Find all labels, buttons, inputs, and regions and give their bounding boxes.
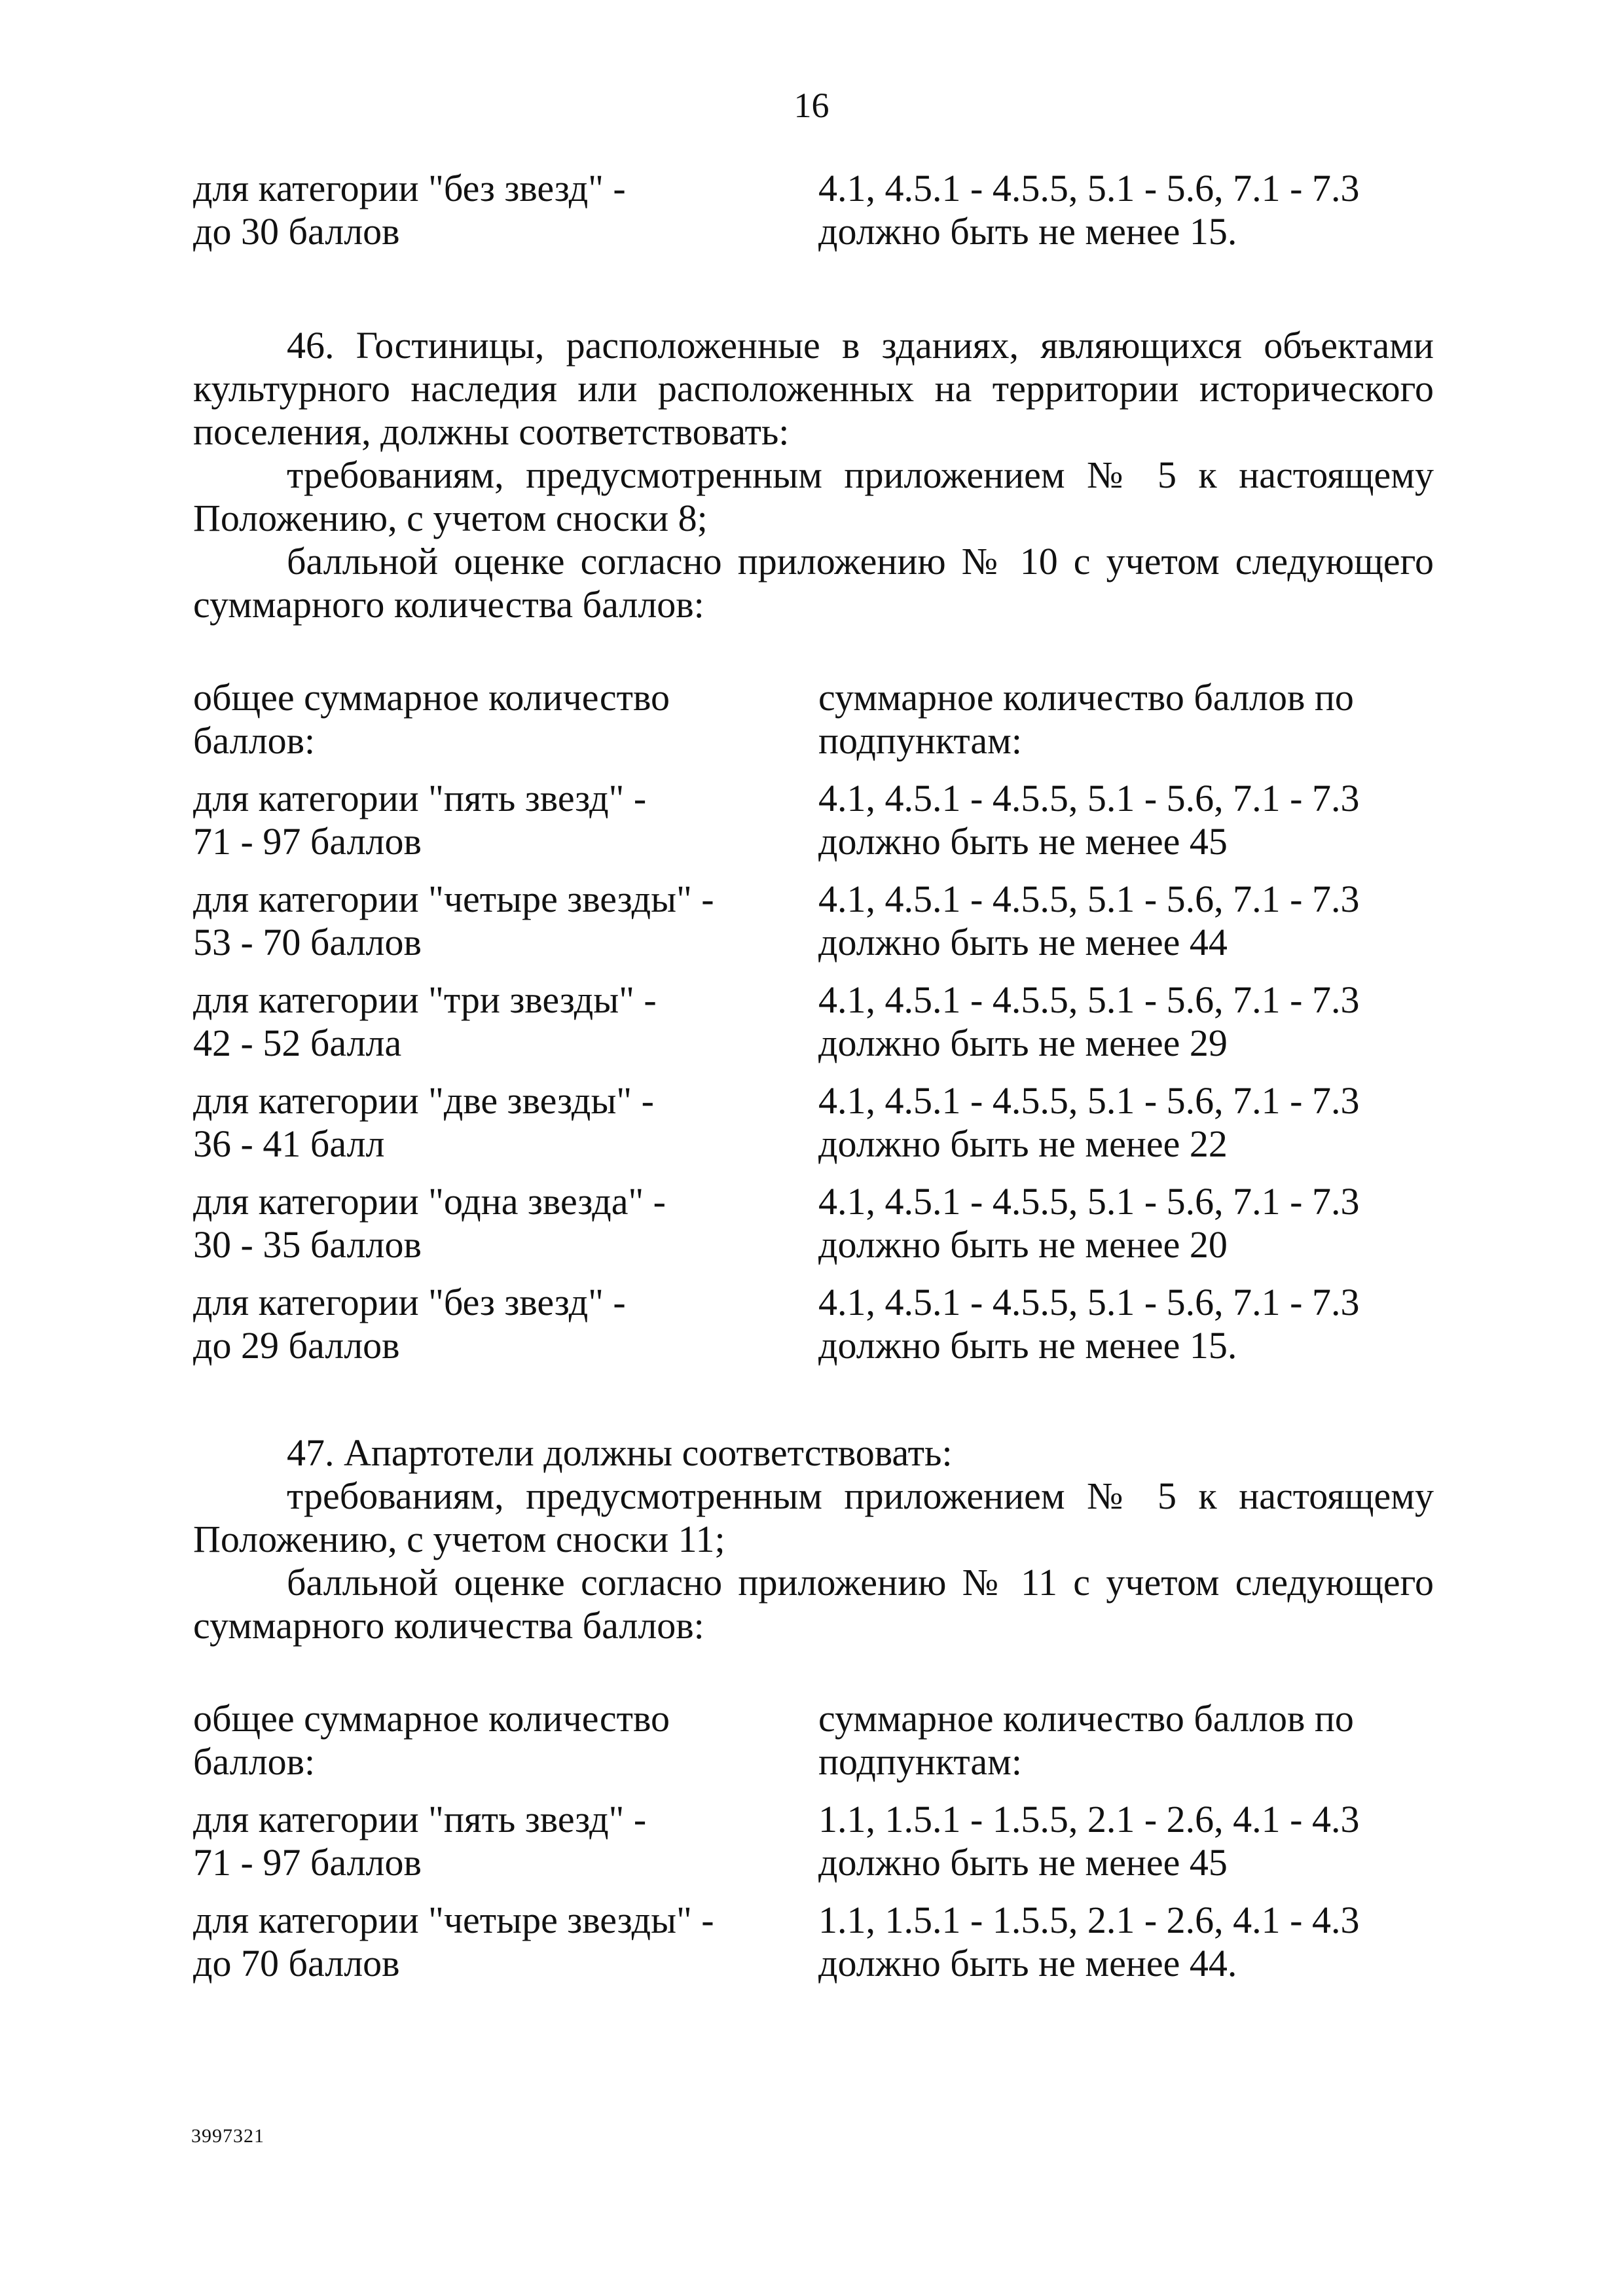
table-row	[193, 1281, 1434, 1367]
section-46-intro: 46. Гостиницы, расположенные в зданиях, являющихся объектами культурного наследия или расположенных на территории исторического поселения, должны соответствовать:	[193, 324, 1434, 453]
subitems-minimum: должно быть не менее 44	[818, 921, 1228, 963]
table-row	[193, 1798, 1434, 1884]
subitems-minimum: должно быть не менее 29	[818, 1022, 1228, 1064]
category-range: до 29 баллов	[193, 1324, 400, 1367]
category-range: до 30 баллов	[193, 210, 400, 253]
section-46-requirements: требованиям, предусмотренным приложением № 5 к настоящему Положению, с учетом сноски 8;	[193, 454, 1434, 539]
table-row	[193, 978, 1434, 1065]
document-code: 3997321	[191, 2125, 264, 2147]
table-row	[193, 1899, 1434, 1985]
header-right-line: суммарное количество баллов по	[818, 1697, 1354, 1740]
category-line: для категории "без звезд" -	[193, 1281, 626, 1323]
subitems-minimum: должно быть не менее 20	[818, 1223, 1228, 1266]
section-47-scoring: балльной оценке согласно приложению № 11 с учетом следующего суммарного количества баллов:	[193, 1561, 1434, 1647]
category-range: 42 - 52 балла	[193, 1022, 402, 1064]
subitems-cell	[818, 878, 1434, 964]
subitems-cell	[818, 978, 1434, 1065]
section-47-requirements: требованиям, предусмотренным приложением № 5 к настоящему Положению, с учетом сноски 11;	[193, 1475, 1434, 1560]
category-line: для категории "три звезды" -	[193, 978, 657, 1021]
category-line: для категории "без звезд" -	[193, 167, 626, 209]
category-range: до 70 баллов	[193, 1942, 400, 1984]
subitems-minimum: должно быть не менее 45	[818, 1841, 1228, 1884]
category-range: 53 - 70 баллов	[193, 921, 422, 963]
header-right-line: подпунктам:	[818, 1740, 1022, 1783]
header-left-line: общее суммарное количество	[193, 676, 670, 719]
table-row	[193, 878, 1434, 964]
category-cell	[193, 1899, 818, 1985]
category-range: 36 - 41 балл	[193, 1122, 385, 1165]
table-row	[193, 1079, 1434, 1166]
category-line: для категории "две звезды" -	[193, 1079, 654, 1122]
table-header	[193, 1697, 1434, 1784]
subitems-line: 4.1, 4.5.1 - 4.5.5, 5.1 - 5.6, 7.1 - 7.3	[818, 167, 1360, 209]
subitems-cell	[818, 777, 1434, 863]
category-line: для категории "четыре звезды" -	[193, 1899, 714, 1941]
subitems-cell	[818, 1899, 1434, 1985]
category-range: 71 - 97 баллов	[193, 1841, 422, 1884]
category-cell	[193, 1180, 818, 1266]
category-line: для категории "пять звезд" -	[193, 777, 647, 819]
category-cell	[193, 978, 818, 1065]
subitems-minimum: должно быть не менее 22	[818, 1122, 1228, 1165]
section-47-intro: 47. Апартотели должны соответствовать:	[287, 1431, 953, 1474]
category-cell	[193, 777, 818, 863]
subitems-line: 1.1, 1.5.1 - 1.5.5, 2.1 - 2.6, 4.1 - 4.3	[818, 1798, 1360, 1840]
subitems-minimum: должно быть не менее 44.	[818, 1942, 1237, 1984]
header-right	[818, 676, 1434, 762]
subitems-line: 4.1, 4.5.1 - 4.5.5, 5.1 - 5.6, 7.1 - 7.3	[818, 777, 1360, 819]
header-left-line: баллов:	[193, 719, 316, 762]
subitems-cell	[818, 1798, 1434, 1884]
subitems-cell	[818, 1180, 1434, 1266]
subitems-line: 4.1, 4.5.1 - 4.5.5, 5.1 - 5.6, 7.1 - 7.3	[818, 1180, 1360, 1223]
table-row	[193, 777, 1434, 863]
section-46-scoring: балльной оценке согласно приложению № 10 с учетом следующего суммарного количества баллов:	[193, 540, 1434, 626]
header-right-line: суммарное количество баллов по	[818, 676, 1354, 719]
page-number: 16	[793, 86, 830, 125]
subitems-minimum: должно быть не менее 15.	[818, 1324, 1237, 1367]
header-right	[818, 1697, 1434, 1784]
subitems-cell	[818, 1079, 1434, 1166]
category-cell	[193, 878, 818, 964]
category-range: 71 - 97 баллов	[193, 820, 422, 863]
subitems-line: 4.1, 4.5.1 - 4.5.5, 5.1 - 5.6, 7.1 - 7.3	[818, 1079, 1360, 1122]
subitems-line: 4.1, 4.5.1 - 4.5.5, 5.1 - 5.6, 7.1 - 7.3	[818, 1281, 1360, 1323]
header-left	[193, 1697, 818, 1784]
category-cell	[193, 1079, 818, 1166]
table-row	[193, 167, 1434, 253]
category-range: 30 - 35 баллов	[193, 1223, 422, 1266]
category-line: для категории "пять звезд" -	[193, 1798, 647, 1840]
table-row	[193, 1180, 1434, 1266]
subitems-cell	[818, 167, 1434, 253]
header-left-line: баллов:	[193, 1740, 316, 1783]
category-cell	[193, 167, 818, 253]
document-body	[193, 167, 1434, 2000]
header-right-line: подпунктам:	[818, 719, 1022, 762]
category-line: для категории "одна звезда" -	[193, 1180, 666, 1223]
header-left	[193, 676, 818, 762]
table-header	[193, 676, 1434, 762]
subitems-line: 1.1, 1.5.1 - 1.5.5, 2.1 - 2.6, 4.1 - 4.3	[818, 1899, 1360, 1941]
category-line: для категории "четыре звезды" -	[193, 878, 714, 920]
subitems-minimum: должно быть не менее 45	[818, 820, 1228, 863]
subitems-cell	[818, 1281, 1434, 1367]
subitems-line: 4.1, 4.5.1 - 4.5.5, 5.1 - 5.6, 7.1 - 7.3	[818, 878, 1360, 920]
subitems-minimum: должно быть не менее 15.	[818, 210, 1237, 253]
category-cell	[193, 1281, 818, 1367]
subitems-line: 4.1, 4.5.1 - 4.5.5, 5.1 - 5.6, 7.1 - 7.3	[818, 978, 1360, 1021]
header-left-line: общее суммарное количество	[193, 1697, 670, 1740]
category-cell	[193, 1798, 818, 1884]
